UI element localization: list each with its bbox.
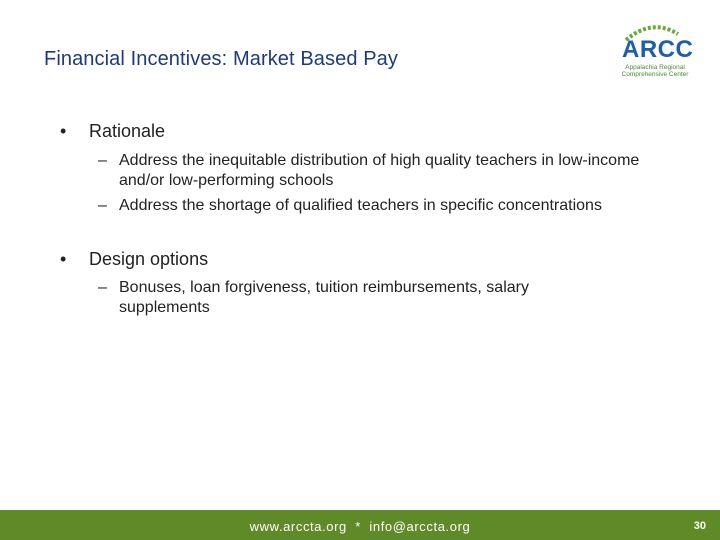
bullet-text: Rationale (89, 121, 166, 141)
sub-bullet-text: Bonuses, loan forgiveness, tuition reimbursements, salary supplements (119, 279, 529, 316)
logo-wordmark: ARCC (622, 36, 694, 63)
sub-bullet-marker: – (98, 197, 107, 214)
sub-bullet-marker: – (98, 152, 107, 169)
footer-bar (0, 510, 720, 540)
bullet-text: Design options (89, 249, 209, 269)
sub-bullet-text: Address the inequitable distribution of high quality teachers in low-income and/or low-performing schools (119, 152, 640, 189)
sub-bullet-marker: – (98, 279, 107, 296)
page-number: 30 (693, 520, 706, 532)
footer-contact: www.arccta.org * info@arccta.org (249, 519, 471, 534)
bullet-marker: • (60, 121, 67, 141)
logo-tagline: Appalachia Regional Comprehensive Center (621, 64, 689, 78)
sub-bullet-text: Address the shortage of qualified teachers in specific concentrations (119, 197, 602, 214)
arcc-logo (612, 22, 694, 78)
bullet-marker: • (60, 249, 67, 269)
slide-title: Financial Incentives: Market Based Pay (44, 48, 398, 70)
